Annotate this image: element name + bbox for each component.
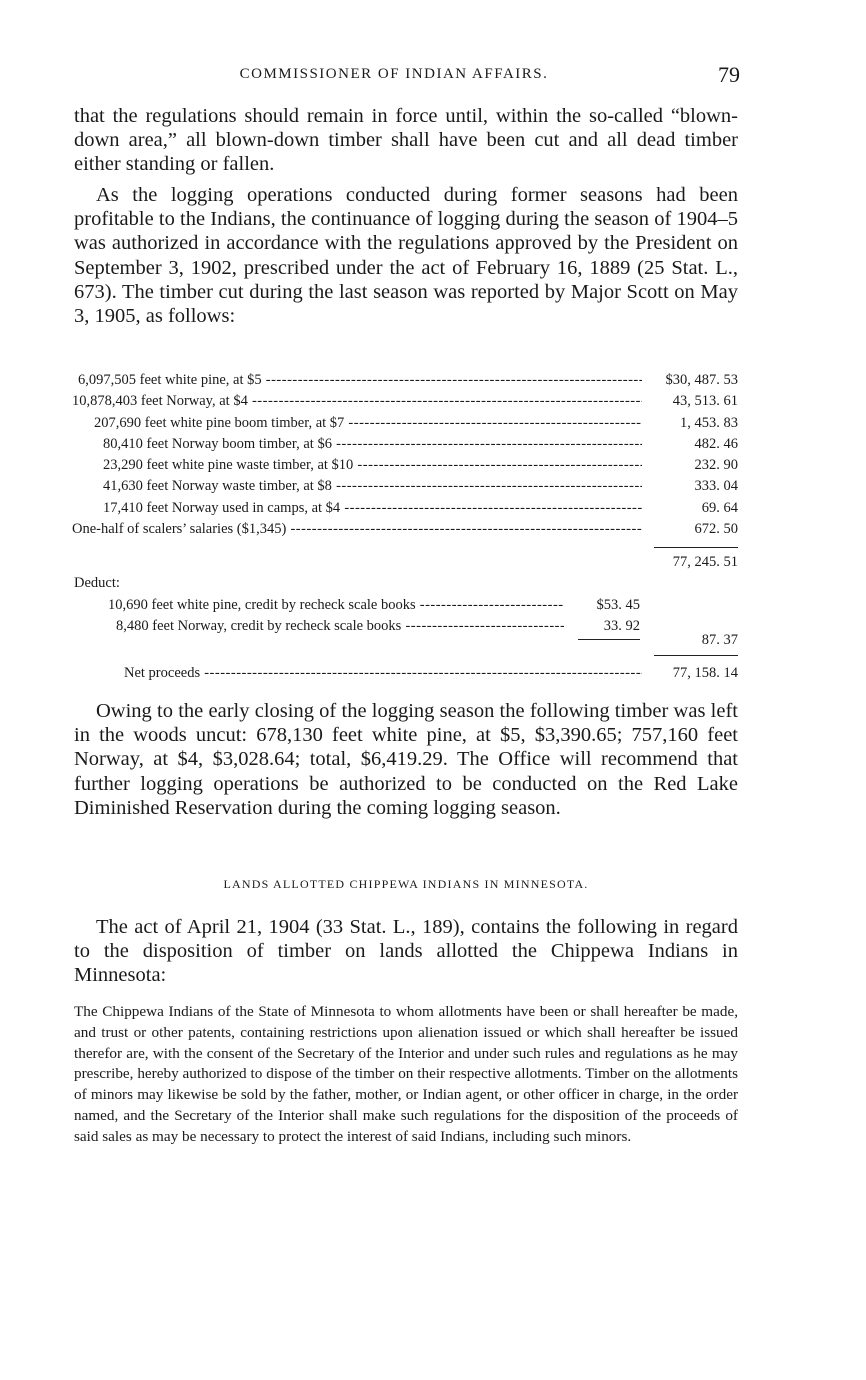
ledger-row-label: 41,630 feet Norway waste timber, at $8 ----- [103,476,642,497]
deduct-total-amount: 87. 37 [701,632,738,648]
ledger-row [74,370,738,391]
ledger-row-amount: 232. 90 [694,457,738,474]
page-number: 79 [718,62,740,87]
ledger-row-label: 6,097,505 feet white pine, at $5 ----- [78,370,642,391]
subtotal-row [74,552,738,573]
paragraph-uncut-timber: Owing to the early closing of the logging season the following timber was left in the woods uncut: 678,130 feet white pine, at $5, $3,390.65; 757,160 feet Norway, at $4, $3,028.64; total, $6,419.29. The Office will recommend that further logging operations be authorized to be conducted on the Red Lake Diminished Reservation during the coming logging season. [74,700,738,819]
net-proceeds-amount: 77, 158. 14 [672,665,738,681]
subtotal-rule [654,547,738,548]
timber-cut-ledger [74,370,738,540]
ledger-row-label: 17,410 feet Norway used in camps, at $4 ----- [103,498,642,519]
ledger-row [74,498,738,519]
net-proceeds-row [74,663,738,684]
ledger-row-label: One-half of scalers’ salaries ($1,345) ----- [72,519,642,540]
deduct-total-block [74,630,738,651]
running-head-title: COMMISSIONER OF INDIAN AFFAIRS. [239,66,549,82]
ledger-row-amount: $30, 487. 53 [665,372,738,388]
deduction-row [74,595,738,616]
subtotal-amount: 77, 245. 51 [672,554,738,570]
deduction-label: 10,690 feet white pine, credit by recheck scale books ----- [108,595,564,616]
paragraph-continued: that the regulations should remain in force until, within the so-called “blown-down area,” all blown-down timber shall have been cut and all dead timber either standing or fallen. [74,105,738,176]
paragraph-act-of-1904: The act of April 21, 1904 (33 Stat. L., 189), contains the following in regard to the disposition of timber on lands allotted the Chippewa Indians in Minnesota: [74,916,738,987]
subtotal-block [74,552,738,637]
ledger-row-amount: 482. 46 [694,435,738,452]
deduction-amount: $53. 45 [596,596,640,613]
ledger-row [74,476,738,497]
ledger-row-amount: 43, 513. 61 [672,393,738,410]
net-proceeds-block [74,663,738,684]
ledger-row-label: 23,290 feet white pine waste timber, at $10 ----- [103,455,642,476]
ledger-row-label: 80,410 feet Norway boom timber, at $6 ----- [103,434,642,455]
deduction-label: 8,480 feet Norway, credit by recheck scale books ----- [116,616,564,637]
ledger-row [74,455,738,476]
section-heading: LANDS ALLOTTED CHIPPEWA INDIANS IN MINNESOTA. [223,877,589,891]
ledger-row-amount: 672. 50 [694,521,738,538]
deduct-total-row [74,630,738,651]
net-proceeds-label: Net proceeds ----- [124,663,642,684]
deduct-label: Deduct: [74,575,120,592]
ledger-row [74,434,738,455]
deduct-heading-row [74,573,738,594]
ledger-row [74,391,738,412]
ledger-row [74,519,738,540]
ledger-row-amount: 333. 04 [694,478,738,495]
paragraph-logging-operations: As the logging operations conducted during former seasons had been profitable to the Indians, the continuance of logging during the season of 1904–5 was authorized in accordance with the regulations approved by the President on September 3, 1902, prescribed under the act of February 16, 1889 (25 Stat. L., 673). The timber cut during the last season was reported by Major Scott on May 3, 1905, as follows: [74,184,738,328]
ledger-row [74,413,738,434]
ledger-row-amount: 1, 453. 83 [680,414,738,431]
net-rule [654,655,738,656]
ledger-row-label: 10,878,403 feet Norway, at $4 ----- [72,391,642,412]
ledger-row-label: 207,690 feet white pine boom timber, at $7 ----- [94,413,642,434]
ledger-row-amount: 69. 64 [701,499,738,516]
deduction-amount: 33. 92 [603,617,640,634]
running-head [74,62,740,90]
statute-quotation: The Chippewa Indians of the State of Minnesota to whom allotments have been or shall hereafter be made, and trust or other patents, containing restrictions upon alienation issued or which shall hereafter be issued therefor are, with the consent of the Secretary of the Interior and under such rules and regulations as he may prescribe, hereby authorized to dispose of the timber on their respective allotments. Timber on the allotments of minors may likewise be sold by the father, mother, or Indian agent, or other officer in charge, in the order named, and the Secretary of the Interior shall make such regulations for the disposition of the proceeds of said sales as may be necessary to protect the interest of said Indians, including such minors. [74,1003,738,1145]
